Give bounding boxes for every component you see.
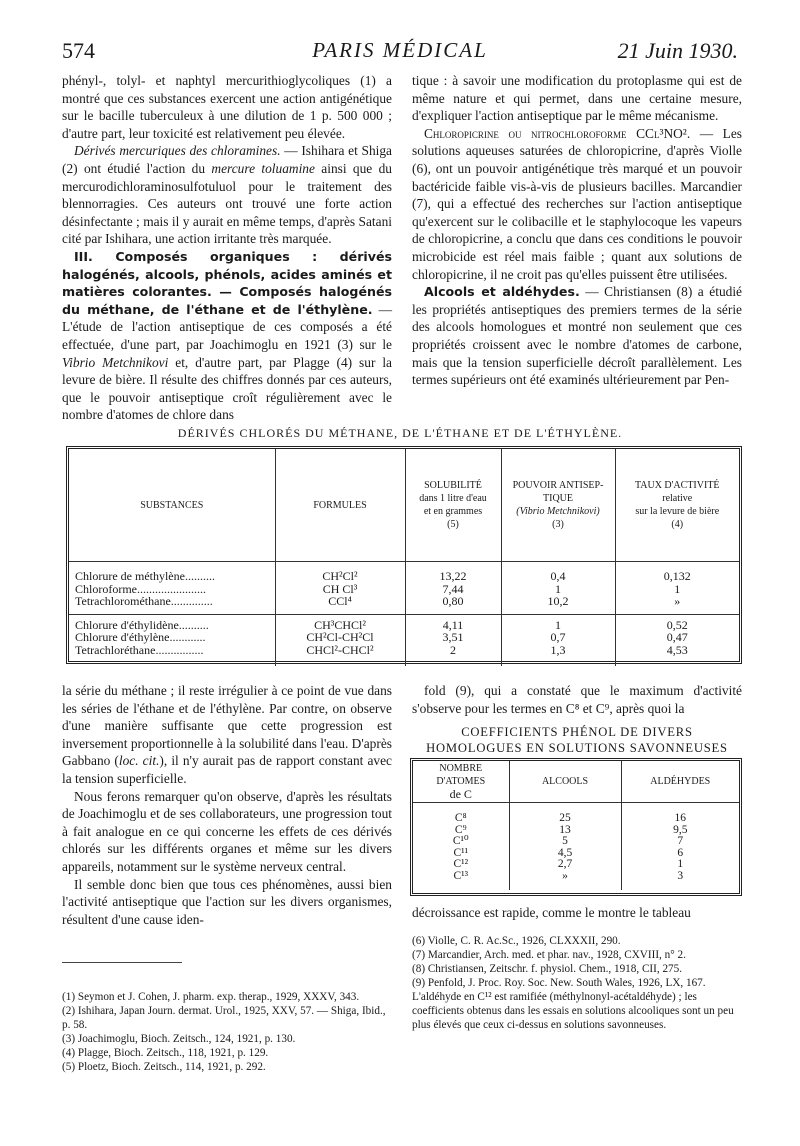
left-column-top bbox=[62, 72, 392, 424]
col-header-pouvoir: POUVOIR ANTISEP- TIQUE (Vibrio Metchnikovi) (3) bbox=[501, 449, 615, 562]
paragraph: III. Composés organiques : dérivés halogénés, alcools, phénols, acides aminés et matières colorantes. — Composés halogénés du méthane, de l'éthane et de l'éthylène. — L'étude de l'action antiseptique de ces composés a été effectuée, d'une part, par Joachimoglu en 1921 (3) sur le Vibrio Metchnikovi et, d'autre part, par Plagge (4) sur la levure de bière. Il résulte des chiffres donnés par ces auteurs, que le pouvoir antiseptique croît régulièrement avec le nombre d'atomes de chlore dans bbox=[62, 248, 392, 423]
table-row: Chlorure d'éthylène............ CH²Cl-CH²Cl 3,51 0,7 0,47 bbox=[69, 631, 739, 644]
col-header-aldehydes: ALDÉHYDES bbox=[621, 761, 739, 803]
paragraph: fold (9), qui a constaté que le maximum d'activité s'observe pour les termes en C⁸ et C⁹, après quoi la bbox=[412, 683, 742, 716]
page-number: 574 bbox=[62, 38, 95, 63]
footnotes-left bbox=[62, 990, 392, 1074]
col-header-substances: SUBSTANCES bbox=[69, 449, 275, 562]
table-row: Tetrachlorométhane.............. CCl⁴ 0,80 10,2 » bbox=[69, 595, 739, 608]
table-caption: COEFFICIENTS PHÉNOL DE DIVERS HOMOLOGUES EN SOLUTIONS SAVONNEUSES bbox=[426, 725, 728, 755]
paragraph: la série du méthane ; il reste irrégulier à ce point de vue dans les séries de l'éthane et de l'éthylène. Par contre, on observe d'une manière suffisante que cette progression est inversement proportionnelle à la solubilité dans l'eau. D'après Gabbano (loc. cit.), il n'y aurait pas de rapport constant avec la tension superficielle. bbox=[62, 683, 392, 786]
journal-title: PARIS MÉDICAL bbox=[312, 38, 488, 62]
footnote: (6) Violle, C. R. Ac.Sc., 1926, CLXXXII, 290. bbox=[412, 935, 621, 947]
right-column-after-table bbox=[412, 904, 742, 922]
table-row: C¹¹ 4,5 6 bbox=[413, 848, 739, 860]
page-header bbox=[62, 38, 738, 68]
footnote: (8) Christiansen, Zeitschr. f. physiol. Chem., 1918, CII, 275. bbox=[412, 963, 683, 975]
section-title: Alcools et aldéhydes. bbox=[424, 284, 580, 300]
paragraph: Il semble donc bien que tous ces phénomènes, aussi bien l'activité antiseptique que l'action sur les divers organismes, résultent d'une cause iden- bbox=[62, 876, 392, 927]
right-column-bottom bbox=[412, 682, 742, 717]
issue-date: 21 Juin 1930. bbox=[617, 38, 738, 63]
paragraph: Nous ferons remarquer qu'on observe, d'après les résultats de Joachimoglu et de ses collaborateurs, une progression tout à fait analogue en ce qui concerne les effets de ces dérivés chlorés sur les différents organes et même sur les divers appareils, notamment sur le système nerveux central. bbox=[62, 788, 392, 874]
table-row: C⁸ 25 16 bbox=[413, 803, 739, 825]
paragraph: Dérivés mercuriques des chloramines. — Ishihara et Shiga (2) ont étudié l'action du mercure toluamine ainsi que du mercurodichloraminosulfotuluol pour le traitement des blennorragies. Ces auteurs ont trouvé une forte action désinfectante ; mais il y aurait en même temps, d'après Satani cité par Ishihara, une action irritante très marquée. bbox=[62, 143, 393, 247]
footnote: (1) Seymon et J. Cohen, J. pharm. exp. therap., 1929, XXXV, 343. bbox=[62, 991, 360, 1003]
col-header-formules: FORMULES bbox=[275, 449, 405, 562]
table-row: C¹⁰ 5 7 bbox=[413, 836, 739, 848]
paragraph: phényl-, tolyl- et naphtyl mercurithioglycoliques (1) a montré que ces substances exercent une action antigénétique sur le bacille tuberculeux à une dilution de 1 p. 500 000 ; d'autre part, leur toxicité est relativement peu élevée. bbox=[62, 73, 392, 141]
footnote: (2) Ishihara, Japan Journ. dermat. Urol., 1925, XXV, 57. — Shiga, Ibid., p. 58. bbox=[62, 1005, 386, 1031]
table-row: C¹² 2,7 1 bbox=[413, 859, 739, 871]
right-column-top bbox=[412, 72, 742, 389]
col-header-alcools: ALCOOLS bbox=[509, 761, 621, 803]
paragraph: Alcools et aldéhydes. — Christiansen (8) a étudié les propriétés antiseptiques des premiers termes de la série des alcools homologues et montré non seulement que ces propriétés croissent avec le nombre d'atomes de carbone, mais que la tension superficielle décroît parallèlement. Les termes supérieurs ont été examinés ultérieurement par Pen- bbox=[412, 284, 743, 388]
table-row: Tetrachloréthane................ CHCl²-CHCl² 2 1,3 4,53 bbox=[69, 644, 739, 667]
footnote: (4) Plagge, Bioch. Zeitsch., 118, 1921, p. 129. bbox=[62, 1047, 269, 1059]
col-header-solubilite: SOLUBILITÉ dans 1 litre d'eau et en grammes (5) bbox=[405, 449, 501, 562]
section-title: Dérivés mercuriques des chloramines. bbox=[74, 143, 281, 159]
col-header-nombre: NOMBRE D'ATOMES de C bbox=[413, 761, 509, 803]
table-row: Chlorure d'éthylidène.......... CH³CHCl² 4,11 1 0,52 bbox=[69, 614, 739, 631]
footnote-rule bbox=[62, 962, 182, 963]
footnote: (5) Ploetz, Bioch. Zeitsch., 114, 1921, p. 292. bbox=[62, 1061, 266, 1073]
paragraph: tique : à savoir une modification du protoplasme qui est de même nature et qui permet, dans une certaine mesure, d'expliquer l'action antiseptique par le même mécanisme. bbox=[412, 73, 742, 124]
table-row: Chloroforme....................... CH Cl³ 7,44 1 1 bbox=[69, 583, 739, 596]
footnote: (9) Penfold, J. Proc. Roy. Soc. New. South Wales, 1926, LX, 167. L'aldéhyde en C¹² est ramifiée (méthylnonyl-acétaldéhyde) ; les coefficients obtenus dans les essais en solutions alcooliques sont un peu plus élevés que ceux ci-dessus en solutions savonneuses. bbox=[412, 977, 734, 1031]
table-caption: DÉRIVÉS CHLORÉS DU MÉTHANE, DE L'ÉTHANE ET DE L'ÉTHYLÈNE. bbox=[177, 426, 623, 440]
table-row: Chlorure de méthylène.......... CH²Cl² 13,22 0,4 0,132 bbox=[69, 562, 739, 583]
chlorinated-derivatives-table bbox=[66, 446, 742, 664]
footnote: (7) Marcandier, Arch. med. et phar. nav., 1928, CXVIII, n° 2. bbox=[412, 949, 686, 961]
paragraph: décroissance est rapide, comme le montre le tableau bbox=[412, 905, 691, 920]
paragraph: Chloropicrine ou nitrochloroforme CCl³NO². — Les solutions aqueuses saturées de chloropicrine, d'après Violle (6), ont un pouvoir antigénétique très marqué et un pouvoir bactéricide faible vis-à-vis de plusieurs bacilles. Marcandier (7), qui a effectué des recherches sur l'action antiseptique qu'exercent sur le colibacille et le staphylocoque les vapeurs de chloropicrine, a conclu que dans ces conditions le pouvoir microbicide est réel mais faible ; quant aux solutions de chloropicrine, il ne croit pas qu'elles puissent être utilisées. bbox=[412, 125, 742, 282]
table-row: C⁹ 13 9,5 bbox=[413, 825, 739, 837]
section-heading: III. Composés organiques : dérivés halogénés, alcools, phénols, acides aminés et matières colorantes. — Composés halogénés du méthane, de l'éthane et de l'éthylène. bbox=[62, 248, 392, 317]
section-title: Chloropicrine ou nitrochloroforme CCl³NO². bbox=[424, 125, 691, 141]
footnote: (3) Joachimoglu, Bioch. Zeitsch., 124, 1921, p. 130. bbox=[62, 1033, 296, 1045]
left-column-bottom bbox=[62, 682, 392, 928]
table-row: C¹³ » 3 bbox=[413, 871, 739, 891]
phenol-coefficients-table bbox=[410, 758, 742, 896]
col-header-taux: TAUX D'ACTIVITÉ relative sur la levure de bière (4) bbox=[615, 449, 739, 562]
footnotes-right bbox=[412, 934, 742, 1032]
